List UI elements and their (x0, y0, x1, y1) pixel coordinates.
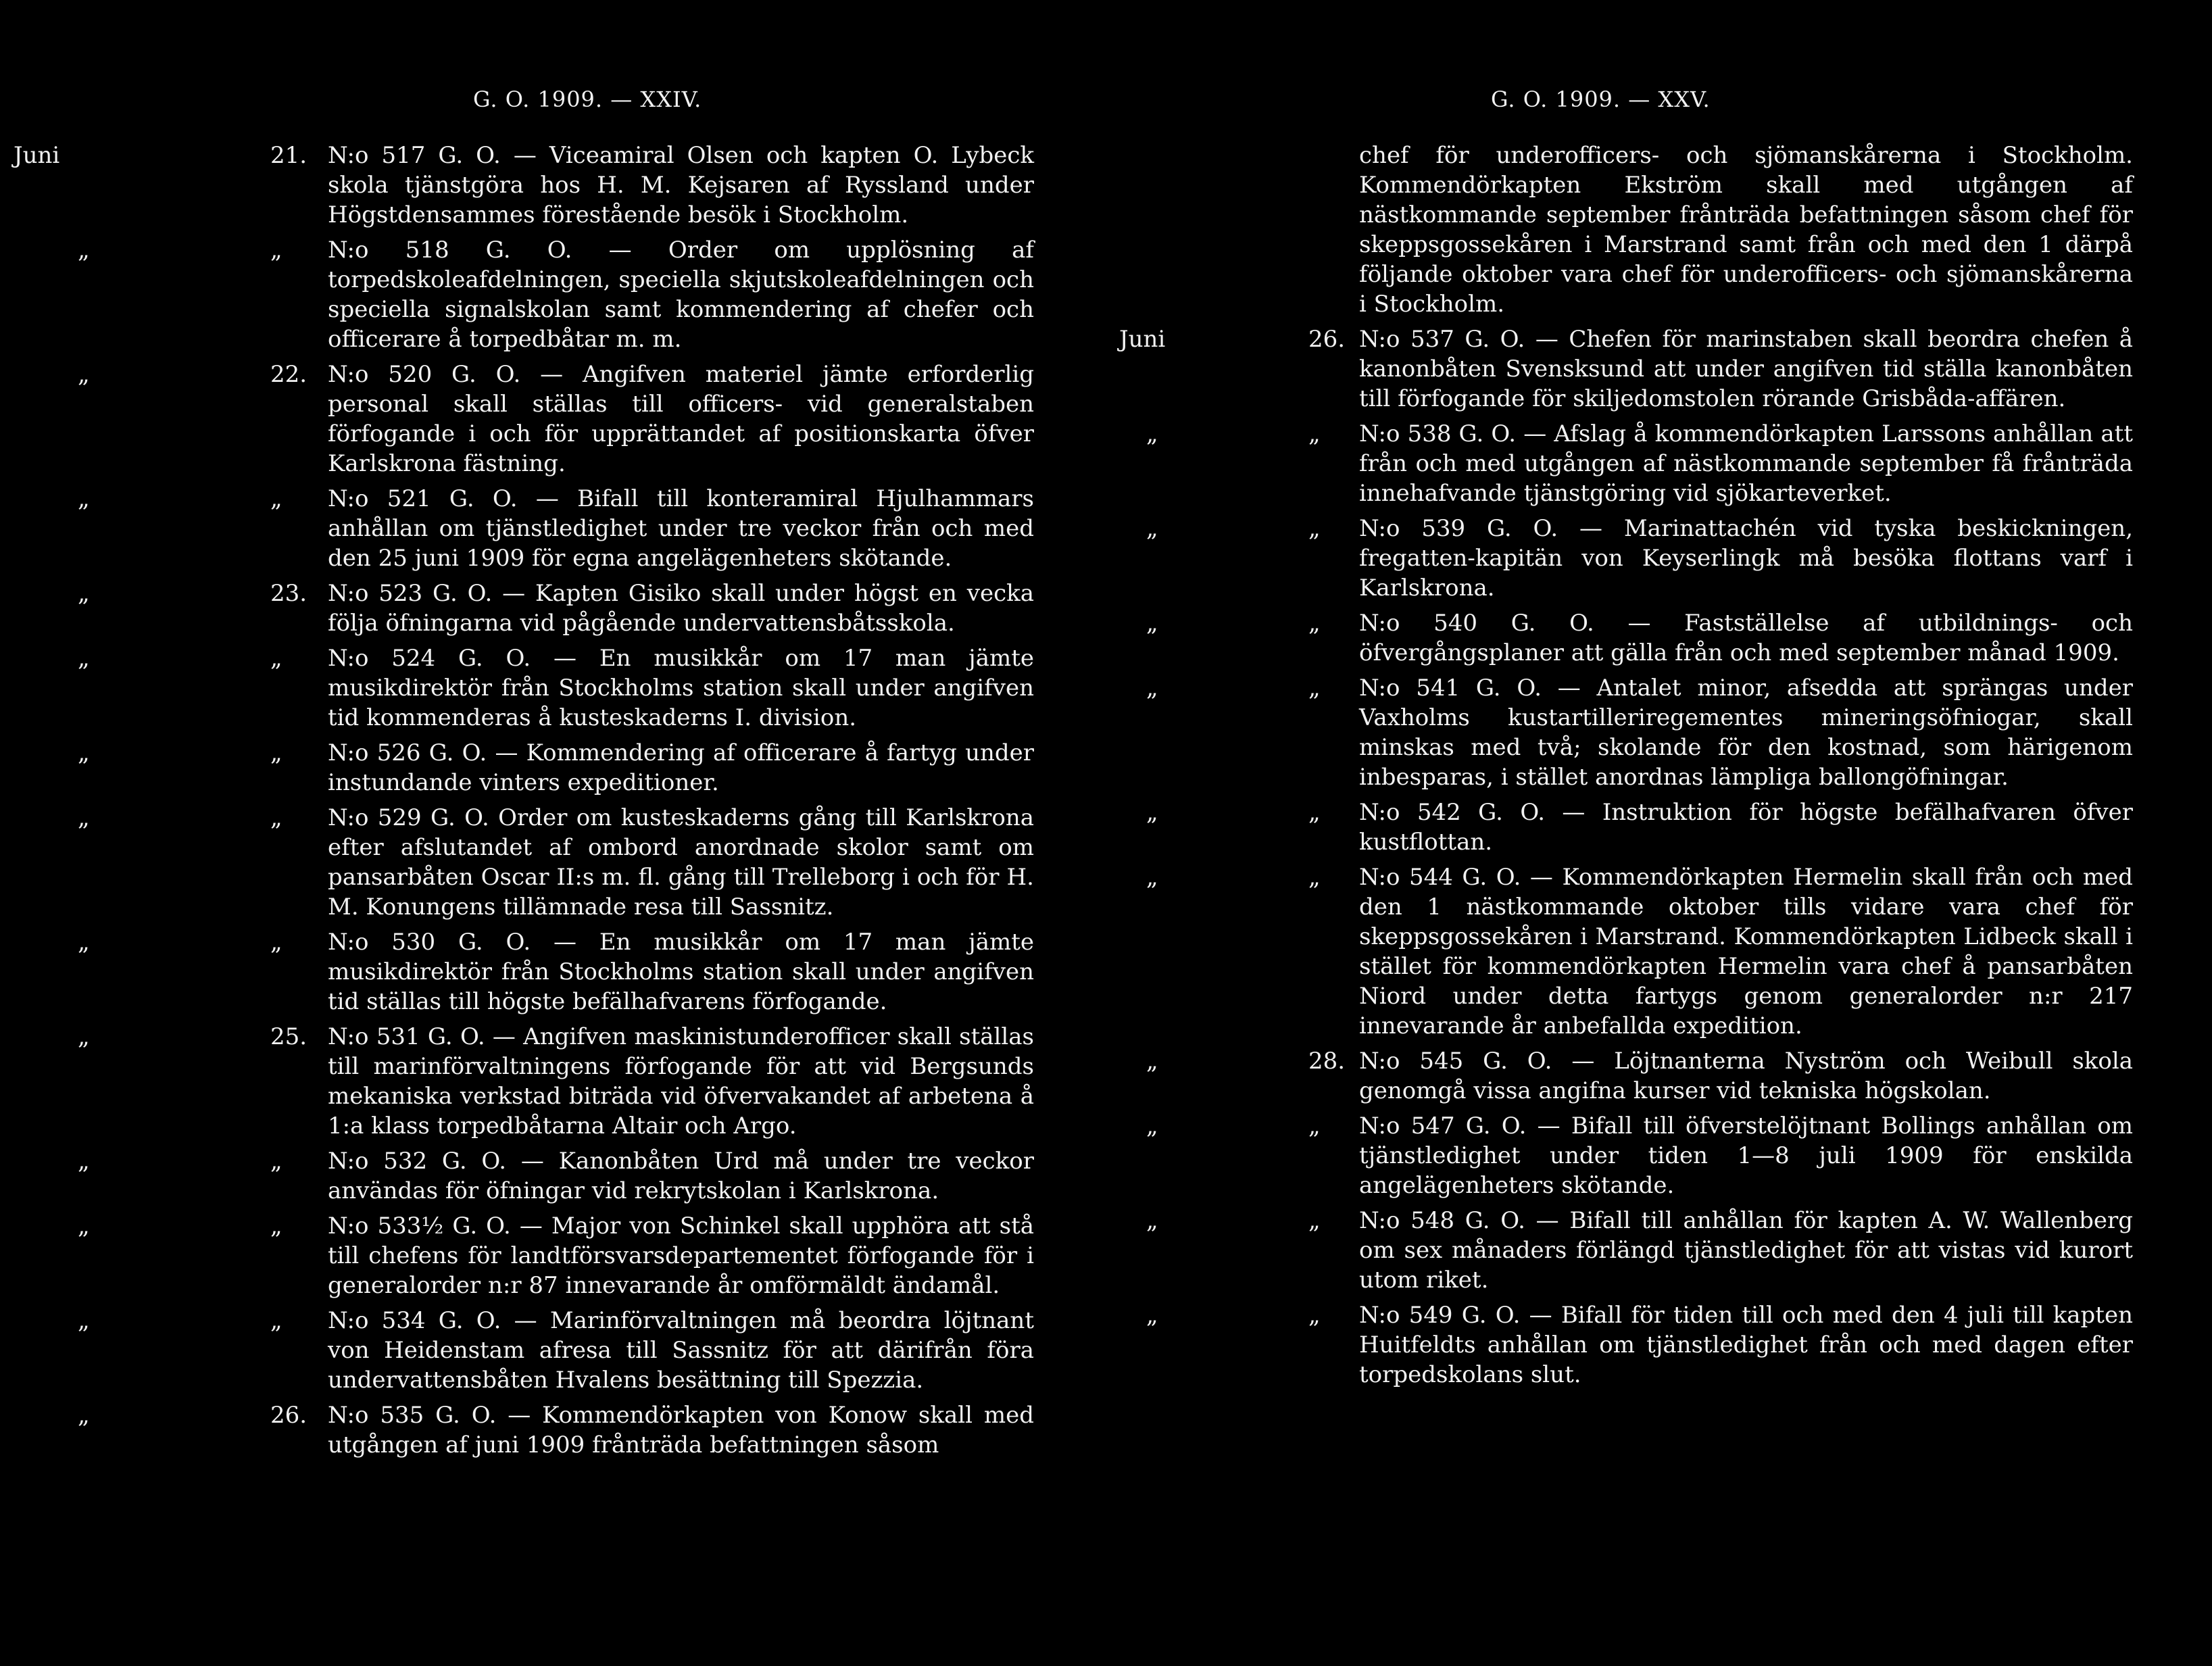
entry-day: „ (1308, 675, 1321, 702)
entry-day: „ (1308, 515, 1321, 542)
entry-day: 23. (270, 580, 308, 607)
entry-text: N:o 540 G. O. — Fastställelse af utbildnings- och öfvergångsplaner att gälla från och med september månad 1909. (1359, 610, 2133, 666)
order-entry (78, 1306, 1034, 1395)
entry-day: „ (270, 1148, 282, 1175)
left-page-header: G. O. 1909. — XXIV. (473, 87, 702, 112)
entry-ditto-mark: „ (1146, 1302, 1158, 1329)
entry-ditto-mark: „ (78, 1307, 90, 1334)
entry-text: N:o 542 G. O. — Instruktion för högste befälhafvaren öfver kustflottan. (1359, 799, 2133, 856)
entry-text: N:o 547 G. O. — Bifall till öfverstelöjtnant Bollings anhållan om tjänstledighet under tiden 1—8 juli 1909 för enskilda angelägenheters skötande. (1359, 1112, 2133, 1199)
entry-month: Juni (1119, 326, 1166, 353)
order-entry (1146, 608, 2133, 668)
order-entry (78, 1400, 1034, 1460)
entry-ditto-mark: „ (1146, 610, 1158, 637)
entry-text: N:o 541 G. O. — Antalet minor, afsedda att sprängas under Vaxholms kustartilleriregementes mineringsöfniogar, skall minskas med två; skolande för den kostnad, som härigenom inbesparas, i stället anordnas lämpliga ballongöfningar. (1359, 675, 2133, 791)
entry-day: „ (1308, 610, 1321, 637)
right-page-header: G. O. 1909. — XXV. (1491, 87, 1711, 112)
entry-day: „ (270, 237, 282, 264)
entry-ditto-mark: „ (1146, 1048, 1158, 1075)
entry-ditto-mark: „ (78, 237, 90, 264)
entry-day: „ (1308, 1112, 1321, 1140)
entry-day: „ (1308, 1302, 1321, 1329)
order-entry (1119, 324, 2133, 414)
entry-ditto-mark: „ (78, 485, 90, 512)
continuation-text: chef för underofficers- och sjömanskårerna i Stockholm. Kommendörkapten Ekström skall med utgången af nästkommande september frånträda befattningen såsom chef för skeppsgossekåren i Marstrand samt från och med den 1 därpå följande oktober vara chef för underofficers- och sjömanskårerna i Stockholm. (1359, 142, 2133, 318)
entry-text: N:o 532 G. O. — Kanonbåten Urd må under tre veckor användas för öfningar vid rekrytskolan i Karlskrona. (328, 1148, 1034, 1204)
entry-day: „ (270, 739, 282, 766)
order-entry (1146, 1046, 2133, 1106)
entry-text: N:o 526 G. O. — Kommendering af officerare å fartyg under instundande vinters expeditioner. (328, 739, 1034, 796)
entry-day: „ (1308, 799, 1321, 826)
entry-text: N:o 545 G. O. — Löjtnanterna Nyström och Weibull skola genomgå vissa angifna kurser vid tekniska högskolan. (1359, 1048, 2133, 1104)
entry-ditto-mark: „ (78, 739, 90, 766)
entry-text: N:o 533½ G. O. — Major von Schinkel skall upphöra att stå till chefens för landtförsvarsdepartementet förfogande för i generalorder n:r 87 innevarande år omförmäldt ändamål. (328, 1212, 1034, 1299)
order-entry (1146, 1300, 2133, 1390)
entry-day: 26. (270, 1402, 308, 1429)
entry-day: „ (1308, 420, 1321, 447)
entry-ditto-mark: „ (78, 580, 90, 607)
entry-ditto-mark: „ (1146, 864, 1158, 891)
order-entry (78, 1211, 1034, 1300)
entry-text: N:o 530 G. O. — En musikkår om 17 man jämte musikdirektör från Stockholms station skall under angifven tid ställas till högste befälhafvarens förfogande. (328, 929, 1034, 1015)
order-entry (1146, 798, 2133, 857)
entry-month: Juni (14, 142, 60, 169)
entry-text: N:o 521 G. O. — Bifall till konteramiral Hjulhammars anhållan om tjänstledighet under tre veckor från och med den 25 juni 1909 för egna angelägenheters skötande. (328, 485, 1034, 572)
order-entry (14, 141, 1034, 230)
entry-text: N:o 518 G. O. — Order om upplösning af torpedskoleafdelningen, speciella skjutskoleafdelningen och speciella signalskolan samt kommendering af chefer och officerare å torpedbåtar m. m. (328, 237, 1034, 353)
order-entry (1146, 862, 2133, 1041)
right-entries (1119, 141, 2133, 1395)
order-entry (78, 579, 1034, 638)
entry-ditto-mark: „ (1146, 420, 1158, 447)
entry-ditto-mark: „ (1146, 515, 1158, 542)
entry-day: 28. (1308, 1048, 1346, 1075)
continuation-paragraph (1194, 141, 2133, 319)
entry-ditto-mark: „ (1146, 1112, 1158, 1140)
entry-text: N:o 538 G. O. — Afslag å kommendörkapten Larssons anhållan att från och med utgången af nästkommande september få frånträda innehafvande tjänstgöring vid sjökarteverket. (1359, 420, 2133, 507)
entry-ditto-mark: „ (78, 804, 90, 831)
entry-day: „ (270, 804, 282, 831)
entry-ditto-mark: „ (1146, 1207, 1158, 1234)
order-entry (78, 484, 1034, 573)
entry-day: „ (270, 1307, 282, 1334)
order-entry (78, 235, 1034, 354)
entry-text: N:o 531 G. O. — Angifven maskinistunderofficer skall ställas till marinförvaltningens förfogande för att vid Bergsunds mekaniska verkstad biträda vid öfvervakandet af arbetena å 1:a klass torpedbåtarna Altair och Argo. (328, 1023, 1034, 1140)
order-entry (78, 738, 1034, 798)
entry-day: 26. (1308, 326, 1346, 353)
order-entry (78, 643, 1034, 733)
entry-text: N:o 535 G. O. — Kommendörkapten von Konow skall med utgången af juni 1909 frånträda befattningen såsom (328, 1402, 1034, 1459)
order-entry (1146, 1111, 2133, 1200)
order-entry (1146, 419, 2133, 508)
entry-day: „ (270, 485, 282, 512)
entry-day: „ (270, 645, 282, 672)
entry-text: N:o 549 G. O. — Bifall för tiden till och med den 4 juli till kapten Huitfeldts anhållan om tjänstledighet från och med dagen efter torpedskolans slut. (1359, 1302, 2133, 1388)
entry-ditto-mark: „ (1146, 799, 1158, 826)
entry-text: N:o 539 G. O. — Marinattachén vid tyska beskickningen, fregatten-kapitän von Keyserlingk må besöka flottans varf i Karlskrona. (1359, 515, 2133, 602)
entry-text: N:o 548 G. O. — Bifall till anhållan för kapten A. W. Wallenberg om sex månaders förlängd tjänstledighet för att vistas vid kurort utom riket. (1359, 1207, 2133, 1294)
entry-day: 25. (270, 1023, 308, 1050)
entry-ditto-mark: „ (78, 361, 90, 388)
entry-day: 22. (270, 361, 308, 388)
entry-text: N:o 517 G. O. — Viceamiral Olsen och kapten O. Lybeck skola tjänstgöra hos H. M. Kejsaren af Ryssland under Högstdensammes förestående besök i Stockholm. (328, 142, 1034, 228)
order-entry (1146, 1206, 2133, 1295)
entry-day: 21. (270, 142, 308, 169)
entry-text: N:o 544 G. O. — Kommendörkapten Hermelin skall från och med den 1 nästkommande oktober tills vidare vara chef för skeppsgossekåren i Marstrand. Kommendörkapten Lidbeck skall i stället för kommendörkapten Hermelin vara chef å pansarbåten Niord under detta fartygs genom generalorder n:r 217 innevarande år anbefallda expedition. (1359, 864, 2133, 1039)
entry-text: N:o 523 G. O. — Kapten Gisiko skall under högst en vecka följa öfningarna vid pågående undervattensbåtsskola. (328, 580, 1034, 637)
entry-ditto-mark: „ (78, 1212, 90, 1240)
entry-text: N:o 520 G. O. — Angifven materiel jämte erforderlig personal skall ställas till officers- vid generalstaben förfogande i och för upprättandet af positionskarta öfver Karlskrona fästning. (328, 361, 1034, 477)
order-entry (1146, 673, 2133, 792)
entry-ditto-mark: „ (1146, 675, 1158, 702)
entry-day: „ (270, 1212, 282, 1240)
entry-ditto-mark: „ (78, 1402, 90, 1429)
left-entries (14, 141, 1034, 1465)
entry-ditto-mark: „ (78, 929, 90, 956)
order-entry (78, 1146, 1034, 1206)
entry-text: N:o 524 G. O. — En musikkår om 17 man jämte musikdirektör från Stockholms station skall under angifven tid kommenderas å kusteskaderns I. division. (328, 645, 1034, 731)
entry-day: „ (1308, 864, 1321, 891)
entry-text: N:o 534 G. O. — Marinförvaltningen må beordra löjtnant von Heidenstam afresa till Sassnitz för att därifrån föra undervattensbåten Hvalens besättning till Spezzia. (328, 1307, 1034, 1394)
order-entry (78, 927, 1034, 1016)
order-entry (78, 360, 1034, 479)
right-page (1106, 0, 2212, 1666)
order-entry (78, 1022, 1034, 1141)
entry-day: „ (1308, 1207, 1321, 1234)
entry-day: „ (270, 929, 282, 956)
entry-text: N:o 537 G. O. — Chefen för marinstaben skall beordra chefen å kanonbåten Svensksund att under angifven tid ställa kanonbåten till förfogande för skiljedomstolen rörande Grisbåda-affären. (1359, 326, 2133, 412)
entry-ditto-mark: „ (78, 1023, 90, 1050)
entry-text: N:o 529 G. O. Order om kusteskaderns gång till Karlskrona efter afslutandet af ombord anordnade skolor samt om pansarbåten Oscar II:s m. fl. gång till Trelleborg i och för H. M. Konungens tillämnade resa till Sassnitz. (328, 804, 1034, 921)
order-entry (1146, 514, 2133, 603)
entry-ditto-mark: „ (78, 645, 90, 672)
order-entry (78, 803, 1034, 922)
entry-ditto-mark: „ (78, 1148, 90, 1175)
